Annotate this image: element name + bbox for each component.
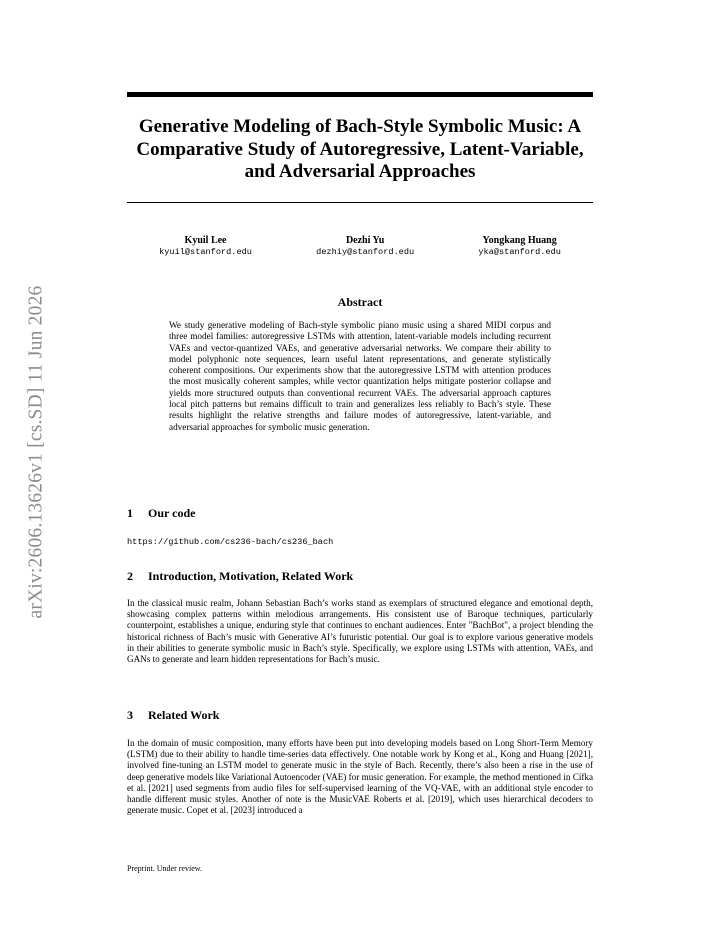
section-heading (127, 708, 593, 722)
arxiv-stamp-text: arXiv:2606.13626v1 [cs.SD] 11 Jun 2026 (25, 285, 47, 619)
section-heading (127, 506, 593, 520)
author (478, 235, 561, 258)
section-heading (127, 569, 593, 583)
footer-note: Preprint. Under review. (127, 864, 203, 873)
arxiv-stamp (16, 262, 56, 642)
section-paragraph: In the domain of music composition, many efforts have been put into developing models based on Long Short-Term Memory (LSTM) due to their ability to handle time-series data effectively. One notable work by Kong et al., Kong and Huang [2021], involved fine-tuning an LSTM model to generate music in the style of Bach. Recently, there’s also been a rise in the use of deep generative models like Variational Autoencoder (VAE) for music generation. For example, the method mentioned in Cífka et al. [2021] used segments from audio files for self-supervised learning of the VQ-VAE, with an additional style encoder to handle different music styles. Another of note is the MusicVAE Roberts et al. [2019], which uses hierarchical decoders to generate music. Copet et al. [2023] introduced a (127, 738, 593, 816)
section-number: 1 (127, 506, 133, 520)
author-name: Dezhi Yu (345, 235, 385, 246)
code-repo-url: https://github.com/cs236-bach/cs236_bach (127, 537, 334, 547)
section-title: Related Work (148, 708, 220, 722)
section-number: 3 (127, 708, 133, 722)
abstract-text: We study generative modeling of Bach-style symbolic piano music using a shared MIDI corpus and three model families: autoregressive LSTMs with attention, latent-variable models including recurrent VAEs and vector-quantized VAEs, and generative adversarial networks. We compare their ability to model polyphonic note sequences, learn useful latent representations, and generate stylistically coherent compositions. Our experiments show that the autoregressive LSTM with attention produces the most musically coherent samples, while vector quantization helps mitigate posterior collapse and yields more structured outputs than conventional recurrent VAEs. The adversarial approach captures local pitch patterns but remains difficult to train and generalizes less reliably to Bach’s style. These results highlight the relative strengths and failure modes of autoregressive, latent-variable, and adversarial approaches for symbolic music generation. (169, 320, 551, 432)
section-paragraph: In the classical music realm, Johann Sebastian Bach’s works stand as exemplars of structured elegance and emotional depth, showcasing complex patterns within melodious arrangements. His consistent use of Baroque techniques, particularly counterpoint, establishes a unique, enduring style that continues to enchant audiences. Enter "BachBot", a project blending the historical richness of Bach’s music with Generative AI’s futuristic potential. Our goal is to explore various generative models in their abilities to generate symbolic music in Bach’s style. Specifically, we explore using LSTMs with attention, VAEs, and GANs to generate and learn hidden representations for Bach’s music. (127, 598, 593, 665)
section-number: 2 (127, 569, 133, 583)
author-name: Yongkang Huang (482, 235, 557, 246)
section-title: Our code (148, 506, 196, 520)
author-email: yka@stanford.edu (478, 247, 561, 257)
author-email: kyuil@stanford.edu (159, 247, 252, 257)
section-title: Introduction, Motivation, Related Work (148, 569, 354, 583)
author-email: dezhiy@stanford.edu (316, 247, 415, 257)
abstract-heading: Abstract (337, 295, 383, 309)
author (159, 235, 252, 258)
paper-title: Generative Modeling of Bach-Style Symbolic Music: A Comparative Study of Autoregressive, Latent-Variable, and Adversarial Approaches (136, 116, 584, 182)
author-name: Kyuil Lee (184, 235, 227, 246)
author (316, 235, 414, 258)
author-block (127, 235, 593, 258)
title-rule-bottom (127, 202, 593, 203)
title-rule-top (127, 92, 593, 97)
